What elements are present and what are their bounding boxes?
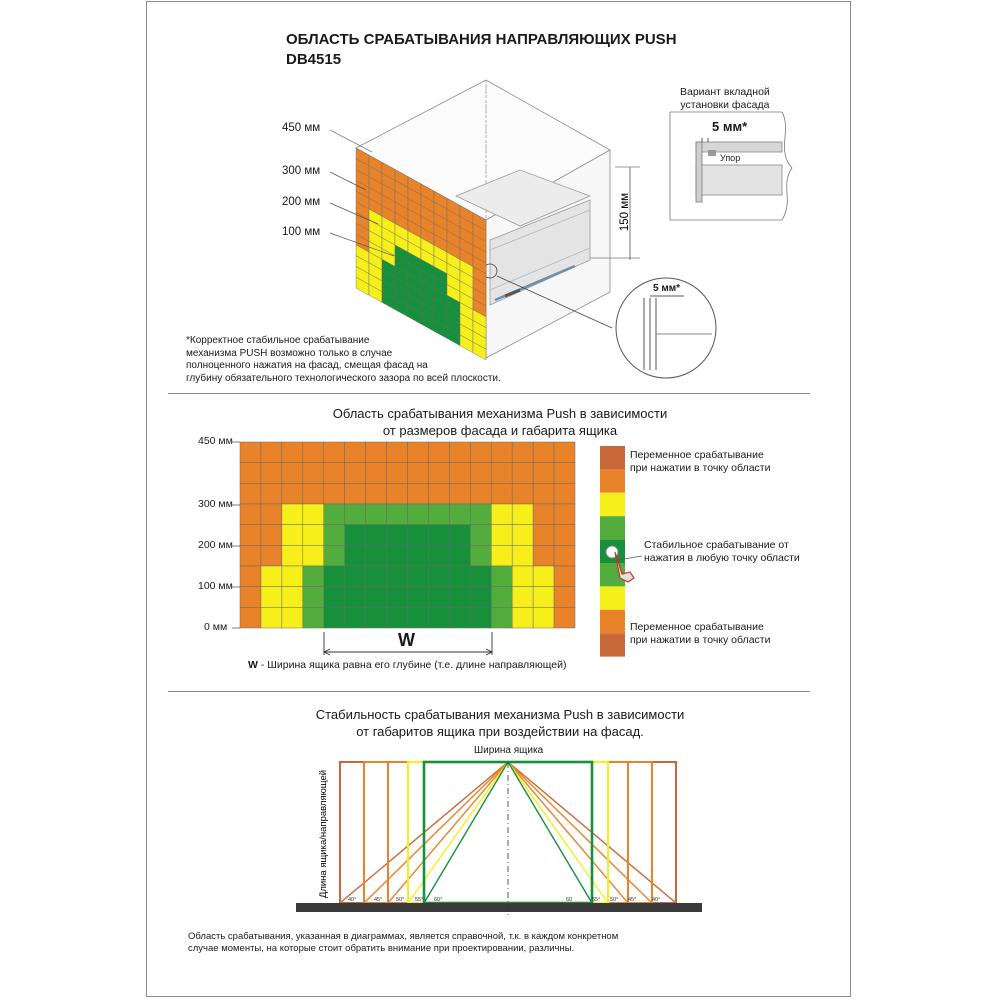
angle-label: 55° (415, 897, 424, 903)
width-note-symbol: W (248, 659, 258, 671)
note-line-2: механизма PUSH возможно только в случае (186, 347, 393, 359)
ytick-0: 0 мм (204, 621, 228, 633)
inset-gap-label: 5 мм* (712, 119, 748, 134)
legend-top-line-1: Переменное срабатывание (630, 449, 764, 461)
stability-line (508, 762, 628, 903)
stability-title-line-1: Стабильность срабатывания механизма Push в зависимости (315, 707, 685, 722)
box-length-label: Длина ящика/направляющей (318, 769, 329, 899)
grid-title-line-2: от размеров фасада и габарита ящика (382, 423, 618, 438)
angle-label: 45° (374, 897, 383, 903)
legend-middle-line-2: нажатия в любую точку области (644, 552, 800, 564)
dim-150-label: 150 мм (619, 192, 631, 232)
legend-top-line-2: при нажатии в точку области (630, 462, 771, 474)
title-line-2: DB4515 (286, 51, 342, 68)
inset-caption-line-2: установки фасада (680, 99, 770, 111)
height-300-label: 300 мм (282, 165, 321, 177)
legend-middle-line-1: Стабильное срабатывание от (644, 539, 789, 551)
legend-bottom-line-1: Переменное срабатывание (630, 621, 764, 633)
angle-label: 60° (434, 897, 443, 903)
angle-label: 60 (566, 897, 573, 903)
stability-title-line-2: от габаритов ящика при воздействии на фасад. (356, 724, 644, 739)
angle-label: 50° (396, 897, 405, 903)
height-200-label: 200 мм (282, 196, 321, 208)
angle-label: 40° (348, 897, 357, 903)
stability-line (388, 762, 508, 903)
height-450-label: 450 мм (282, 122, 321, 134)
note-line-3: полноценного нажатия на фасад, смещая фасад на (186, 360, 428, 371)
detail-gap-label: 5 мм* (653, 283, 681, 294)
ytick-450: 450 мм (198, 435, 233, 447)
note-line-1: *Корректное стабильное срабатывание (186, 335, 370, 346)
grid-title-line-1: Область срабатывания механизма Push в зависимости (332, 406, 668, 421)
footer-note (188, 931, 618, 955)
angle-label: 40° (652, 897, 661, 903)
angle-label: 50° (610, 897, 619, 903)
width-note-text: - Ширина ящика равна его глубине (т.е. длине направляющей) (257, 659, 567, 671)
stop-label: Упор (720, 153, 741, 163)
width-symbol: W (398, 630, 415, 650)
angle-label: 45° (628, 897, 637, 903)
title-line-1: ОБЛАСТЬ СРАБАТЫВАНИЯ НАПРАВЛЯЮЩИХ PUSH (286, 31, 677, 48)
note-line-4: глубину обязательного технологического зазора по всей плоскости. (186, 372, 501, 384)
box-width-label: Ширина ящика (474, 745, 544, 756)
ytick-100: 100 мм (198, 580, 233, 592)
height-100-label: 100 мм (282, 226, 321, 238)
footer-line-2: случае моменты, на которые стоит обратить внимание при проектировании, различны. (188, 943, 575, 954)
legend-bottom-line-2: при нажатии в точку области (630, 634, 771, 646)
footer-line-1: Область срабатывания, указанная в диаграммах, является справочной, т.к. в каждом конкретном (188, 931, 619, 942)
angle-label: 55° (592, 897, 601, 903)
inset-caption-line-1: Вариант вкладной (680, 86, 770, 98)
ytick-200: 200 мм (198, 539, 233, 551)
ytick-300: 300 мм (198, 498, 233, 510)
